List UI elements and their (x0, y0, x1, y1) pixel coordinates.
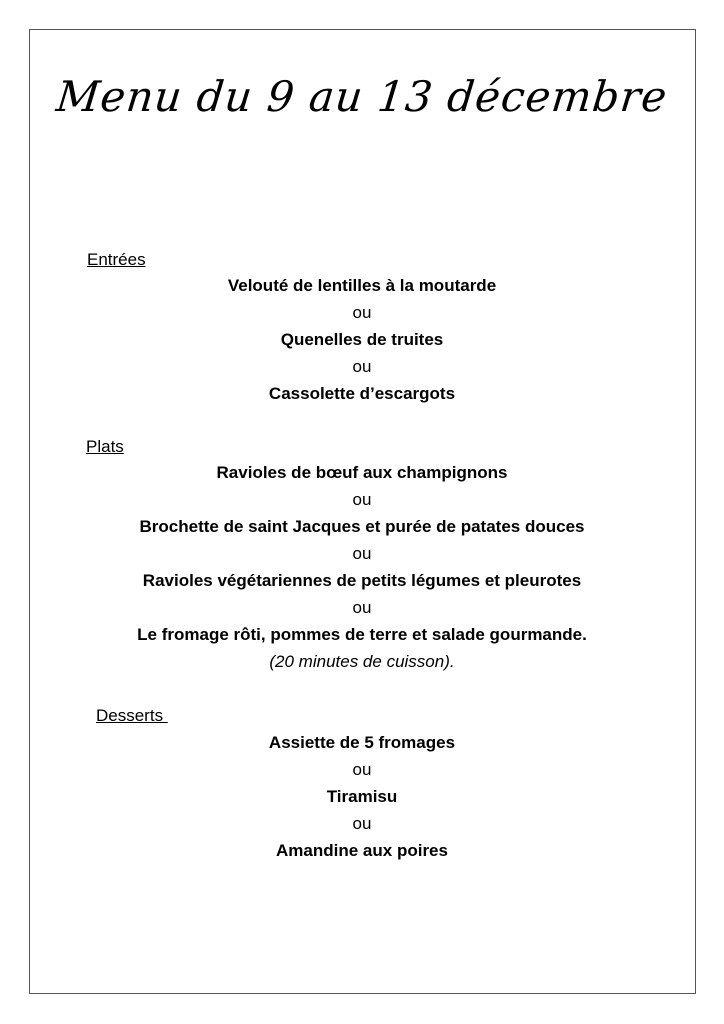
separator-ou: ou (352, 760, 372, 779)
dish-item: Ravioles de bœuf aux champignons (216, 463, 508, 482)
cooking-time-note: (20 minutes de cuisson). (269, 652, 455, 671)
menu-title: Menu du 9 au 13 décembre (54, 72, 670, 121)
dish-item: Cassolette d’escargots (268, 384, 456, 403)
dish-item: Velouté de lentilles à la moutarde (227, 276, 497, 295)
section-label-desserts: Desserts (96, 706, 168, 725)
dish-item: Ravioles végétariennes de petits légumes et pleurotes (142, 571, 582, 590)
dish-item: Tiramisu (326, 787, 398, 806)
separator-ou: ou (352, 303, 372, 322)
separator-ou: ou (352, 544, 372, 563)
separator-ou: ou (352, 814, 372, 833)
separator-ou: ou (352, 490, 372, 509)
dish-item: Quenelles de truites (280, 330, 444, 349)
dish-item: Brochette de saint Jacques et purée de patates douces (139, 517, 585, 536)
dish-item: Amandine aux poires (276, 841, 448, 860)
dish-item: Assiette de 5 fromages (268, 733, 456, 752)
dish-item: Le fromage rôti, pommes de terre et salade gourmande. (137, 625, 587, 644)
section-label-plats: Plats (86, 437, 124, 456)
section-label-entrees: Entrées (87, 250, 146, 269)
separator-ou: ou (352, 357, 372, 376)
separator-ou: ou (352, 598, 372, 617)
